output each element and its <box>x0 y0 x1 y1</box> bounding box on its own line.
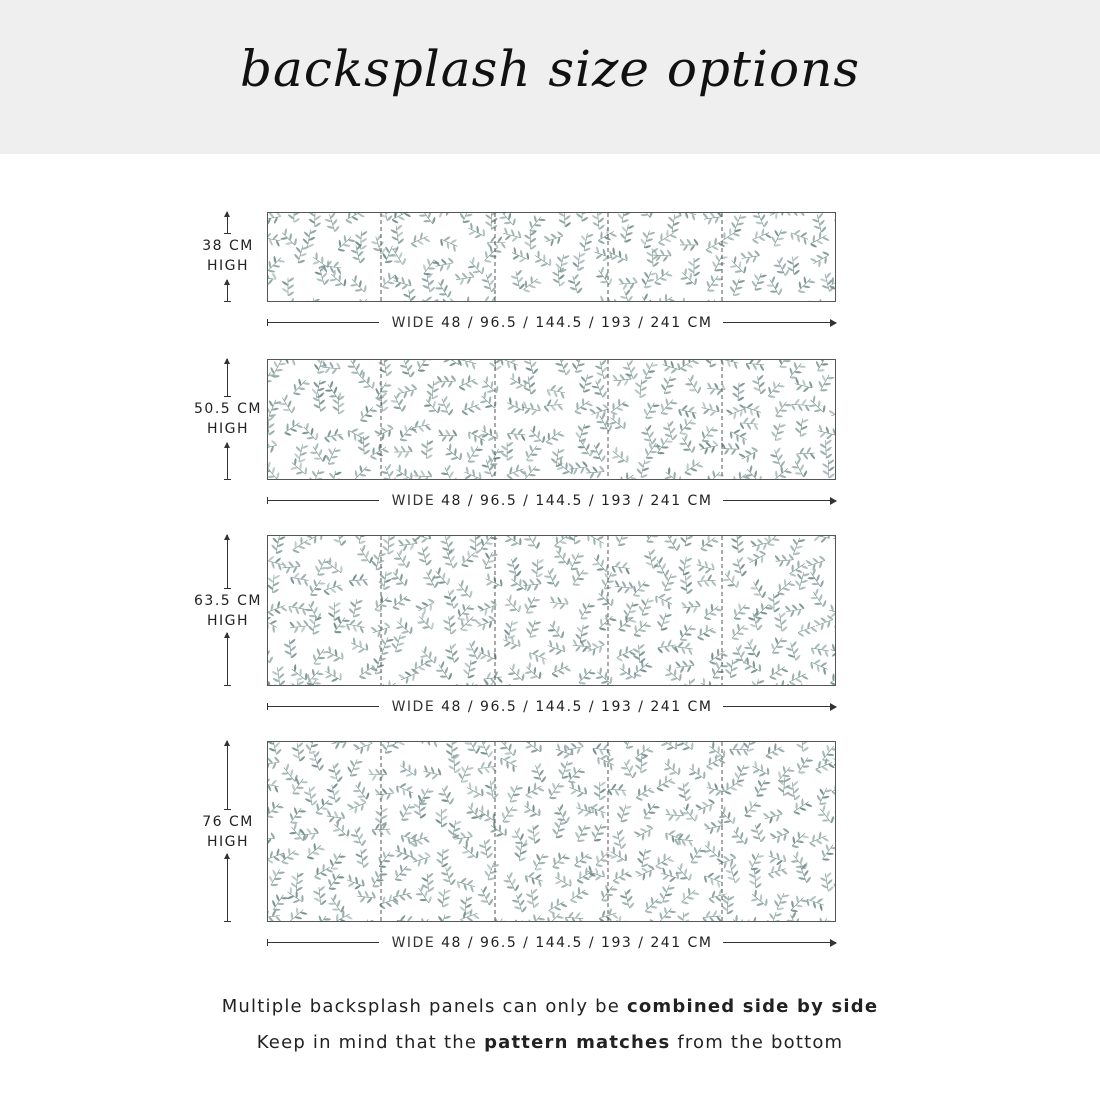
pattern-panel <box>267 535 836 686</box>
height-arrow-down <box>227 854 228 922</box>
width-arrow-left <box>267 706 379 707</box>
footer-text: Multiple backsplash panels can only be <box>221 996 621 1017</box>
pattern-panel <box>267 359 836 480</box>
height-arrow-down <box>227 633 228 686</box>
width-arrow-left <box>267 942 379 943</box>
height-arrow-up <box>227 359 228 397</box>
width-values: 48 / 96.5 / 144.5 / 193 / 241 CM <box>441 935 713 951</box>
height-value: 76 CM <box>202 814 254 830</box>
width-prefix: WIDE <box>391 315 436 331</box>
footer-line-2 <box>0 1032 1100 1053</box>
height-label <box>180 812 276 852</box>
footer-emphasis: combined side by side <box>626 996 879 1017</box>
height-value: 50.5 CM <box>194 401 262 417</box>
height-arrow-up <box>227 212 228 234</box>
width-arrow-left <box>267 500 379 501</box>
width-prefix: WIDE <box>391 699 436 715</box>
width-values: 48 / 96.5 / 144.5 / 193 / 241 CM <box>441 493 713 509</box>
page-title: backsplash size options <box>240 40 860 98</box>
width-arrow-left <box>267 322 379 323</box>
height-arrow-down <box>227 280 228 302</box>
height-label <box>180 399 276 439</box>
leaf-pattern <box>268 360 835 479</box>
footer-line-1 <box>0 996 1100 1017</box>
width-arrow-right <box>723 706 836 707</box>
width-arrow-right <box>723 500 836 501</box>
height-label <box>180 236 276 276</box>
height-arrow-up <box>227 535 228 589</box>
height-value: 38 CM <box>202 238 254 254</box>
height-unit: HIGH <box>206 613 250 629</box>
height-arrow-down <box>227 443 228 480</box>
footer-text: from the bottom <box>677 1032 844 1053</box>
height-unit: HIGH <box>206 834 250 850</box>
width-label <box>386 697 718 717</box>
height-label <box>180 591 276 631</box>
height-arrow-up <box>227 741 228 810</box>
width-label <box>386 933 718 953</box>
width-values: 48 / 96.5 / 144.5 / 193 / 241 CM <box>441 315 713 331</box>
height-unit: HIGH <box>206 258 250 274</box>
leaf-pattern <box>268 536 835 685</box>
leaf-pattern <box>268 213 835 301</box>
width-prefix: WIDE <box>391 493 436 509</box>
height-unit: HIGH <box>206 421 250 437</box>
width-arrow-right <box>723 942 836 943</box>
height-value: 63.5 CM <box>194 593 262 609</box>
pattern-panel <box>267 212 836 302</box>
width-arrow-right <box>723 322 836 323</box>
footer-text: Keep in mind that the <box>256 1032 478 1053</box>
footer-emphasis: pattern matches <box>484 1032 671 1053</box>
header-banner <box>0 0 1100 154</box>
width-prefix: WIDE <box>391 935 436 951</box>
width-label <box>386 491 718 511</box>
leaf-pattern <box>268 742 835 921</box>
width-label <box>386 313 718 333</box>
width-values: 48 / 96.5 / 144.5 / 193 / 241 CM <box>441 699 713 715</box>
pattern-panel <box>267 741 836 922</box>
